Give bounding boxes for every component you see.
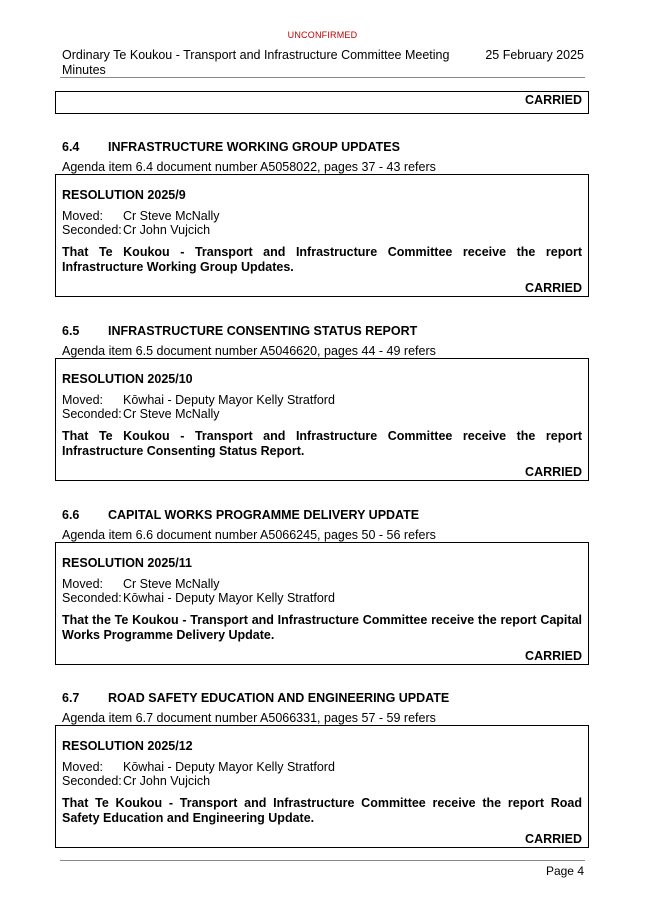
moved-label: Moved: [62, 393, 103, 407]
seconded-by: Kōwhai - Deputy Mayor Kelly Stratford [123, 591, 335, 605]
resolution-box-2025-10 [55, 358, 589, 481]
seconded-by: Cr John Vujcich [123, 223, 211, 237]
carried-label: CARRIED [525, 281, 582, 295]
section-heading-6-7 [62, 691, 449, 706]
section-heading-6-4 [62, 140, 400, 155]
moved-line [62, 760, 582, 774]
resolution-number: RESOLUTION 2025/10 [62, 372, 193, 386]
resolution-box-2025-9 [55, 174, 589, 297]
moved-line [62, 209, 582, 223]
moved-label: Moved: [62, 760, 103, 774]
resolution-number: RESOLUTION 2025/12 [62, 739, 193, 753]
agenda-reference: Agenda item 6.5 document number A5046620, pages 44 - 49 refers [62, 344, 436, 358]
section-title: ROAD SAFETY EDUCATION AND ENGINEERING UPDATE [108, 691, 450, 705]
section-number: 6.6 [62, 508, 80, 522]
header-divider [60, 77, 585, 78]
resolution-number: RESOLUTION 2025/9 [62, 188, 186, 202]
section-number: 6.5 [62, 324, 80, 338]
seconded-label: Seconded: [62, 591, 122, 605]
moved-label: Moved: [62, 577, 103, 591]
section-heading-6-6 [62, 508, 419, 523]
seconded-by: Cr Steve McNally [123, 407, 220, 421]
section-number: 6.7 [62, 691, 80, 705]
agenda-reference: Agenda item 6.4 document number A5058022, pages 37 - 43 refers [62, 160, 436, 174]
previous-resolution-box [55, 91, 589, 114]
motion-text: That the Te Koukou - Transport and Infrastructure Committee receive the report Capital Works Programme Delivery Update. [62, 613, 582, 642]
seconded-line [62, 223, 582, 237]
moved-line [62, 393, 582, 407]
moved-line [62, 577, 582, 591]
resolution-box-2025-11 [55, 542, 589, 665]
carried-label: CARRIED [525, 649, 582, 663]
document-title: Ordinary Te Koukou - Transport and Infrastructure Committee Meeting Minutes [62, 48, 450, 77]
unconfirmed-label: UNCONFIRMED [287, 30, 358, 40]
seconded-line [62, 591, 582, 605]
resolution-number: RESOLUTION 2025/11 [62, 556, 192, 570]
seconded-label: Seconded: [62, 223, 122, 237]
moved-by: Kōwhai - Deputy Mayor Kelly Stratford [123, 393, 335, 407]
footer-divider [60, 860, 585, 861]
meeting-date: 25 February 2025 [485, 48, 584, 62]
motion-text: That Te Koukou - Transport and Infrastructure Committee receive the report Infrastructure Working Group Updates. [62, 245, 582, 274]
carried-label: CARRIED [525, 93, 582, 107]
seconded-label: Seconded: [62, 407, 122, 421]
section-title: CAPITAL WORKS PROGRAMME DELIVERY UPDATE [108, 508, 420, 522]
agenda-reference: Agenda item 6.6 document number A5066245, pages 50 - 56 refers [62, 528, 436, 542]
carried-label: CARRIED [525, 832, 582, 846]
page-number: Page 4 [545, 864, 584, 878]
section-number: 6.4 [62, 140, 80, 154]
section-heading-6-5 [62, 324, 417, 339]
section-title: INFRASTRUCTURE WORKING GROUP UPDATES [108, 140, 400, 154]
motion-text: That Te Koukou - Transport and Infrastructure Committee receive the report Infrastructure Consenting Status Report. [62, 429, 582, 458]
moved-by: Cr Steve McNally [123, 209, 220, 223]
motion-text: That Te Koukou - Transport and Infrastructure Committee receive the report Road Safety Education and Engineering Update. [62, 796, 582, 825]
moved-by: Cr Steve McNally [123, 577, 220, 591]
agenda-reference: Agenda item 6.7 document number A5066331, pages 57 - 59 refers [62, 711, 436, 725]
carried-label: CARRIED [525, 465, 582, 479]
seconded-by: Cr John Vujcich [123, 774, 211, 788]
seconded-line [62, 774, 582, 788]
moved-by: Kōwhai - Deputy Mayor Kelly Stratford [123, 760, 335, 774]
seconded-line [62, 407, 582, 421]
section-title: INFRASTRUCTURE CONSENTING STATUS REPORT [108, 324, 418, 338]
moved-label: Moved: [62, 209, 103, 223]
seconded-label: Seconded: [62, 774, 122, 788]
resolution-box-2025-12 [55, 725, 589, 848]
